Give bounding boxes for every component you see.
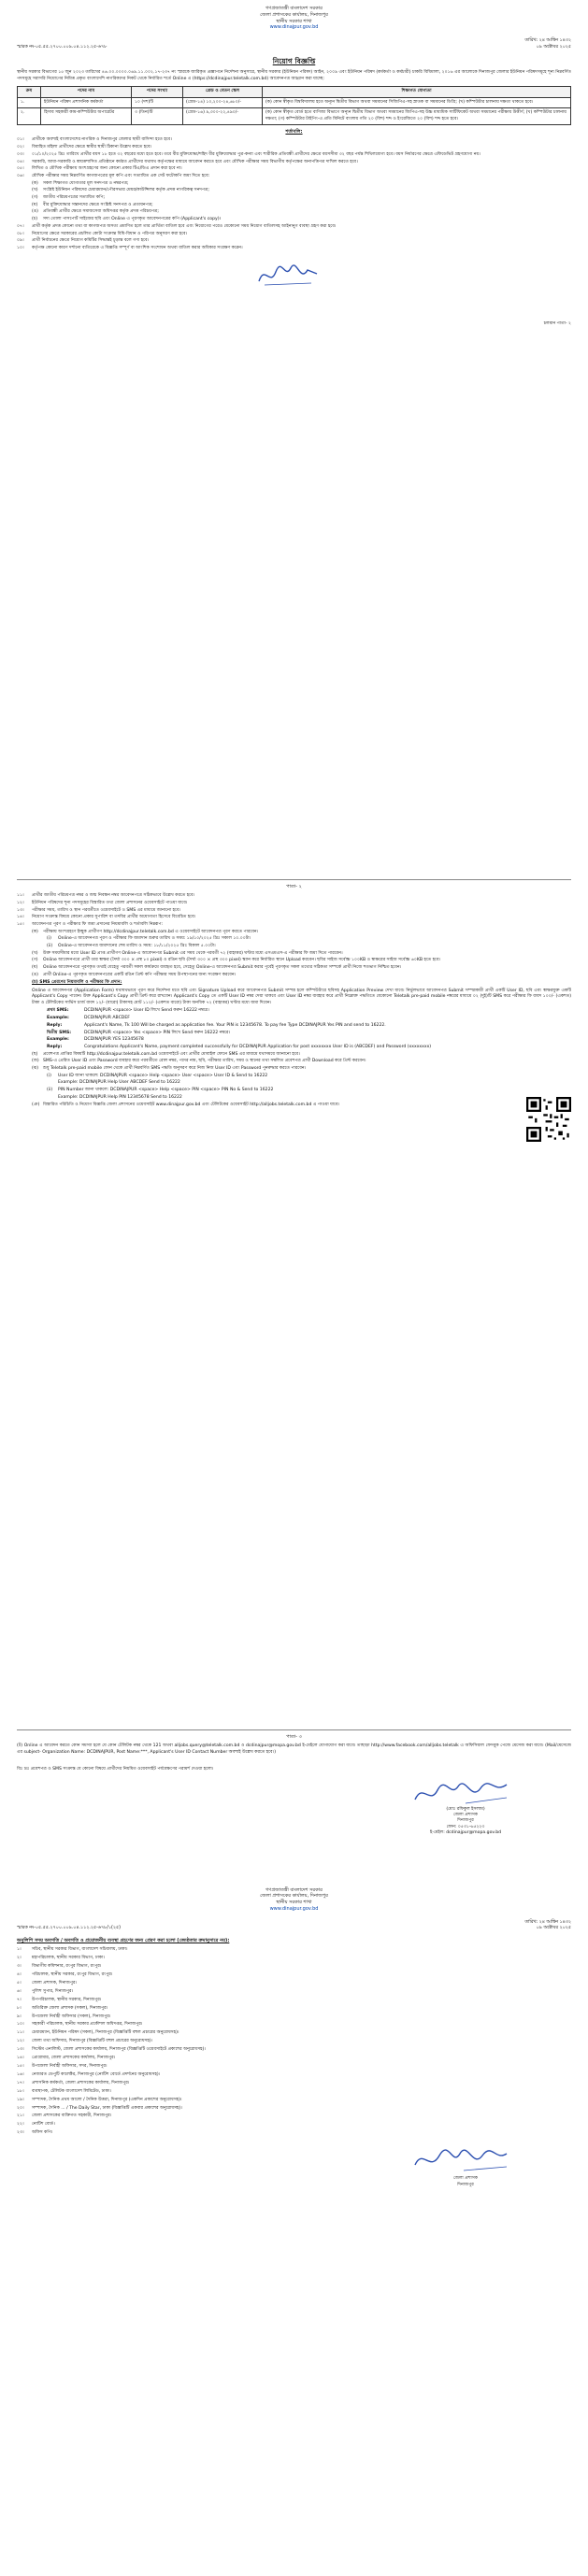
list-item: ০১। প্রার্থীকে অবশ্যই বাংলাদেশের নাগরিক ও দিনাজপুর জেলার স্থায়ী বাসিন্দা হতে হবে। (17, 137, 172, 143)
list-item: ১১। প্রার্থীর জাতীয় পরিচয়পত্র নম্বর ও জন্ম নিবন্ধন নম্বর আবেদনপত্রে সঠিকভাবে উল্লেখ করতে হবে। (17, 893, 195, 899)
list-item: (ঙ) প্রতিবন্ধী প্রার্থীর ক্ষেত্রে সমাজসেবা অধিদপ্তর কর্তৃক প্রদত্ত পরিচয়পত্র; (32, 209, 159, 215)
recover-steps (47, 1074, 571, 1102)
cell-post-name: ইউনিয়ন পরিষদ প্রশাসনিক কর্মকর্তা (41, 97, 132, 108)
conditions-list (17, 137, 571, 251)
office-name: জেলা প্রশাসকের কার্যালয়, দিনাজপুর (260, 1893, 328, 1900)
govt-name: গণপ্রজাতন্ত্রী বাংলাদেশ সরকার (265, 6, 323, 11)
list-item: ১৫। উপজেলা নির্বাহী অফিসার, সদর, দিনাজপুর। (17, 2064, 108, 2070)
list-item: (ঞ) বিস্তারিত পরিচিতি ও নিয়োগ বিজ্ঞপ্তি জেলা প্রশাসনের ওয়েবসাইট www.dinajpur.gov.bd এবং টেলিটকের ওয়েবসাইট http://alljobs.teletalk.com.bd এ পাওয়া যাবে। (32, 1102, 340, 1107)
signature-scribble (409, 2144, 512, 2176)
list-item: ৬। পুলিশ সুপার, দিনাজপুর। (17, 1988, 74, 1994)
sms-step: Reply: Congratulations Applicant's Name, payment completed successfully for DCDINAJPUR Application for post xxxxxxxx User ID is (ABCDEF) and Password (xxxxxxxx) (47, 1044, 432, 1049)
list-item: ১৪। নিয়োগ সংক্রান্ত বিষয়ে কোনো প্রকার সুপারিশ বা তদবির প্রার্থীর অযোগ্যতা হিসেবে বিবেচিত হবে। (17, 915, 196, 920)
list-item: (i) User ID জানা থাকলে: DCDINAJPUR <space> Help <space> User <space> User ID & Send to 16222 (47, 1073, 268, 1078)
signature-scribble (255, 261, 321, 289)
signatory-block-2 (391, 2176, 540, 2188)
cell-sl: ২. (18, 108, 41, 125)
list-item: ১৪। প্রোগ্রামার, জেলা প্রশাসকের কার্যালয়, দিনাজপুর। (17, 2056, 116, 2061)
list-item: (ঙ) প্রার্থী Online-এ পূরণকৃত আবেদনপত্রের একটি রঙিন প্রিন্ট কপি পরীক্ষার সময় উপস্থাপনের জন্য সংরক্ষণ করবেন। (32, 972, 237, 977)
documents-sublist (32, 181, 571, 223)
list-item: ০৬। মৌখিক পরীক্ষার সময় নিম্নবর্ণিত কাগজপত্রের মূল কপি এবং সত্যায়িত এক সেট ফটোকপি জমা দিতে হবে: (17, 173, 210, 178)
list-item: ১২। ইউনিয়ন পরিষদের শূন্য পদসমূহের বিস্তারিত তথ্য জেলা প্রশাসনের ওয়েবসাইটে পাওয়া যাবে। (17, 900, 188, 905)
list-item: ০২। বিবাহিত মহিলা প্রার্থীদের ক্ষেত্রে স্বামীর স্থায়ী ঠিকানা উল্লেখ করতে হবে। (17, 145, 152, 150)
cell-sl: ১. (18, 97, 41, 108)
continued-note: চলমান পাতা- ২ (543, 320, 571, 326)
memo-number: স্মারক নং-০৫.৫৫.২৭০০.০০৯.০৪.১১২.২৫-৬৭৮/১(২৫) (17, 1926, 121, 1931)
memo-row (17, 1926, 571, 1932)
list-item: ১০। সহকারী পরিচালক, স্থানীয় সরকার প্রকৌশল অধিদপ্তর, দিনাজপুর। (17, 2022, 143, 2028)
signatory-phone: ফোন: ০৫৩১-৬৫২২৩ (446, 1824, 485, 1829)
signature-area-1 (17, 253, 571, 319)
list-item: ১৯। সম্পাদক, দৈনিক প্রথম আলো / দৈনিক উত্তরা, দিনাজপুর (একদিন প্রকাশের অনুরোধসহ)। (17, 2097, 182, 2102)
signatory-block (391, 1807, 540, 1837)
list-item: (ক) পরীক্ষায় অংশগ্রহণে ইচ্ছুক প্রার্থীগণ http://dcdinajpur.teletalk.com.bd এ ওয়েবসাইটে আবেদনপত্র পূরণ করতে পারবেন। (32, 929, 259, 934)
list-item: ১৭। প্রশাসনিক কর্মকর্তা, জেলা প্রশাসকের কার্যালয়, দিনাজপুর। (17, 2080, 130, 2085)
sms-step: দ্বিতীয় SMS: DCDINAJPUR <space> Yes <space> PIN লিখে Send করুন 16222 নম্বরে। (47, 1030, 231, 1035)
list-item: (ছ) প্রবেশপত্র প্রাপ্তির বিষয়টি http://dcdinajpur.teletalk.com.bd ওয়েবসাইটে এবং প্রার্থীর মোবাইল ফোনে SMS এর মাধ্যমে যথাসময়ে জানানো হবে। (32, 1051, 300, 1057)
office-name: জেলা প্রশাসকের কার্যালয়, দিনাজপুর (260, 11, 328, 18)
list-item: (ঘ) বীর মুক্তিযোদ্ধার সন্তানদের ক্ষেত্রে সংশ্লিষ্ট সনদপত্র ও প্রত্যয়নপত্র; (32, 202, 153, 207)
signatory-title: জেলা প্রশাসক (453, 2176, 478, 2182)
apply-sublist (32, 930, 571, 979)
list-item: ২২। নোটিশ বোর্ড। (17, 2122, 55, 2128)
signature-area-3 (17, 2139, 571, 2213)
list-item: ১০। কর্তৃপক্ষ কোনো কারণ দর্শানো ব্যতিরেকে এ বিজ্ঞপ্তি সম্পূর্ণ বা আংশিক সংশোধন অথবা বাতিল করার অধিকার সংরক্ষণ করেন। (17, 245, 243, 250)
section-name: স্থানীয় সরকার শাখা (276, 18, 312, 24)
list-item: ০৪। সরকারি, আধা-সরকারি ও স্বায়ত্তশাসিত প্রতিষ্ঠানে কর্মরত প্রার্থীদের যথাযথ কর্তৃপক্ষের মাধ্যমে আবেদন করতে হবে এবং মৌখিক পরীক্ষার সময় বিভাগীয় কর্তৃপক্ষের অনাপত্তিপত্র দাখিল করতে হবে। (17, 159, 358, 164)
note-text: বিঃ দ্রঃ প্রবেশপত্র ও SMS সংক্রান্ত যে কোনো বিষয়ে প্রার্থীদের নিয়মিত ওয়েবসাইট পর্যবেক্ষণের পরামর্শ দেওয়া হলো। (17, 1767, 214, 1772)
signatory-name: (মোঃ রফিকুল ইসলাম) (446, 1806, 485, 1812)
notice-intro: স্থানীয় সরকার বিভাগের ১৫ জুন ২০২৩ তারিখের ৪৬.০০.০০০০.০৬৯.১১.০০২.১৭-২৩৭ নং স্মারকে জারিকৃত প্রজ্ঞাপনে নির্দেশনা অনুসারে, স্থানীয় সরকার (ইউনিয়ন পরিষদ) আইন, ২০০৯ এবং ইউনিয়ন পরিষদ (কর্মকর্তা ও কর্মচারী) চাকরি বিধিমালা, ২০১৬ এর আলোকে দিনাজপুর জেলার ইউনিয়ন পরিষদসমূহে শূন্য নিম্নবর্ণিত পদসমূহে সরাসরি নিয়োগের নিমিত্ত প্রকৃত বাংলাদেশি নাগরিকদের নিকট থেকে নির্ধারিত শর্তে Online এ (https://dcdinajpur.teletalk.com.bd) আবেদনপত্র আহ্বান করা যাচ্ছে: (17, 70, 571, 81)
col-header: গ্রেড ও বেতন স্কেল (183, 87, 263, 98)
list-item: ৩। বিভাগীয় কমিশনার, রংপুর বিভাগ, রংপুর। (17, 1964, 102, 1970)
list-item: ১। সচিব, স্থানীয় সরকার বিভাগ, বাংলাদেশ সচিবালয়, ঢাকা। (17, 1947, 128, 1953)
list-item: (ঝ) শুধু Teletalk pre-paid mobile ফোন থেকে প্রার্থী নিম্নবর্ণিত SMS পদ্ধতি অনুসরণ করে নিজ নিজ User ID এবং Password পুনরুদ্ধার করতে পারবেন। (32, 1066, 307, 1072)
signatory-office: দিনাজপুর (457, 2182, 474, 2187)
list-item: (জ) SMS-এ প্রেরিত User ID এবং Password ব্যবহার করে পরবর্তীতে রোল নম্বর, পদের নাম, ছবি, পরীক্ষার তারিখ, সময় ও স্থানের তথ্য সম্বলিত প্রবেশপত্র প্রার্থী Download করে প্রিন্ট করবেন। (32, 1059, 366, 1064)
section-name: স্থানীয় সরকার শাখা (276, 1900, 312, 1906)
distribution-title: অনুলিপি সদয় অবগতি / অবগতি ও প্রয়োজনীয় ব্যবস্থা গ্রহণের জন্য প্রেরণ করা হলো (জ্যেষ্ঠতার ক্রমানুসারে নয়): (17, 1938, 230, 1944)
continued-note (17, 1121, 571, 1128)
list-item: ০৩। ০১/১০/২০২৫ খ্রিঃ তারিখে প্রার্থীর বয়স ১৮ হতে ৩২ বছরের মধ্যে হতে হবে। তবে বীর মুক্তিযোদ্ধা/শহিদ বীর মুক্তিযোদ্ধার পুত্র-কন্যা এবং শারীরিক প্রতিবন্ধী প্রার্থীদের ক্ষেত্রে বয়সসীমা ৩২ বছর পর্যন্ত শিথিলযোগ্য হবে। বয়স নির্ধারণের ক্ষেত্রে এফিডেভিট গ্রহণযোগ্য নয়। (17, 151, 480, 157)
list-item: (খ) উক্ত সময়সীমার মধ্যে User ID প্রাপ্ত প্রার্থীগণ Online-এ আবেদনপত্র Submit এর সময় থেকে পরবর্তী ৭২ (বাহাত্তর) ঘণ্টার মধ্যে এসএমএস-এ পরীক্ষার ফি জমা দিতে পারবেন। (32, 950, 343, 956)
qr-code-icon (526, 1097, 571, 1142)
list-item: Example: DCDINAJPUR Help PIN 12345678 Send to 16222 (58, 1094, 182, 1100)
list-item: (ক) সকল শিক্ষাগত যোগ্যতার মূল সনদপত্র ও নম্বরপত্র; (32, 180, 129, 186)
sms-step: Example: DCDINAJPUR ABCDEF (47, 1016, 130, 1021)
list-item: ৯। উপজেলা নির্বাহী অফিসার (সকল), দিনাজপুর। (17, 2014, 111, 2019)
list-item: ১১। চেয়ারম্যান, ইউনিয়ন পরিষদ (সকল), দিনাজপুর (বিজ্ঞপ্তিটি বহুল প্রচারের অনুরোধসহ)। (17, 2030, 179, 2036)
list-item: ১৬। নেজারত ডেপুটি কালেক্টর, দিনাজপুর (নোটিশ বোর্ডে প্রদর্শনের অনুরোধসহ)। (17, 2071, 161, 2077)
posts-table (17, 86, 571, 125)
cell-grade: (গ্রেড-১৪) ১০,২০০-২৪,৬৮০/- (183, 97, 263, 108)
cell-qualification: (ক) কোন স্বীকৃত বিশ্ববিদ্যালয় হতে অন্যূন দ্বিতীয় বিভাগ অথবা সমমানের সিজিপিএ-সহ স্নাতক বা সমমানের ডিগ্রি; (খ) কম্পিউটার চালনায় দক্ষতা থাকতে হবে। (263, 97, 571, 108)
sms-steps (47, 1008, 571, 1050)
letterhead (17, 6, 571, 31)
list-item: (ঘ) Online আবেদনপত্রে পূরণকৃত তথ্যই যেহেতু পরবর্তী সকল কার্যক্রমে ব্যবহৃত হবে, সেহেতু Online-এ আবেদনপত্র Submit করার পূর্বেই পূরণকৃত সকল তথ্যের সঠিকতা সম্পর্কে প্রার্থী নিজে শতভাগ নিশ্চিত হবেন। (32, 965, 402, 971)
list-item: Example: DCDINAJPUR Help User ABCDEF Send to 16222 (58, 1080, 180, 1086)
date-bangla: তারিখ: ২৪ আশ্বিন ১৪৩২ (524, 38, 571, 43)
apply-dates (47, 936, 571, 949)
signatory-email[interactable]: ই-মেইল: dcdinajpur@mopa.gov.bd (429, 1830, 502, 1836)
sms-step: Reply: Applicant's Name, Tk 100 Will be charged as application fee. Your PIN is 12345678. To pay fee Type DCDINAJPUR Yes PIN and send to 16222. (47, 1022, 386, 1028)
list-item: (i) Online-এ আবেদনপত্র পূরণ ও পরীক্ষার ফি জমাদান শুরুর তারিখ ও সময়: ১৯/১০/২০২৫ খ্রিঃ সকাল ১০.০০টা। (47, 936, 251, 942)
page-label: পাতা- ২ (286, 884, 302, 890)
col-header: পদের নাম (41, 87, 132, 98)
list-item: (খ) সংশ্লিষ্ট ইউনিয়ন পরিষদের চেয়ারম্যান/পৌরসভার মেয়র/কাউন্সিলর কর্তৃক প্রদত্ত নাগরিকত্ব সনদপত্র; (32, 188, 209, 193)
list-item: (ii) Online-এ আবেদনপত্র জমাদানের শেষ তারিখ ও সময়: ১৮/১১/২০২৫ খ্রিঃ বিকাল ৫.০০টা। (47, 944, 216, 949)
memo-row (17, 45, 571, 51)
list-item: ০৯। প্রার্থী নির্বাচনের ক্ষেত্রে নিয়োগ কমিটির সিদ্ধান্তই চূড়ান্ত বলে গণ্য হবে। (17, 238, 150, 244)
list-item: (ii) PIN Number জানা থাকলে: DCDINAJPUR <space> Help <space> PIN <space> PIN No & Send to 16222 (47, 1088, 274, 1093)
date-label: তারিখ: (524, 38, 538, 43)
list-item: ২। মহাপরিচালক, স্থানীয় সরকার বিভাগ, ঢাকা। (17, 1956, 105, 1961)
list-item: ২১। জেলা প্রশাসকের ব্যক্তিগত সহকারী, দিনাজপুর। (17, 2113, 112, 2119)
sms-step: প্রথম SMS: DCDINAJPUR <space> User ID লিখে Send করুন 16222 নম্বরে। (47, 1008, 209, 1014)
list-item: ৮। অতিরিক্ত জেলা প্রশাসক (সকল), দিনাজপুর। (17, 2005, 108, 2011)
cell-grade: (গ্রেড-১৬) ৯,৩০০-২২,৪৯০/- (183, 108, 263, 125)
list-item: ১৩। পরীক্ষার সময়, তারিখ ও স্থান পরবর্তীতে ওয়েবসাইটে ও SMS এর মাধ্যমে জানানো হবে। (17, 907, 181, 913)
signature-area-2 (17, 1775, 571, 1856)
date-bangla: তারিখ: ২৪ আশ্বিন ১৪৩২ (524, 1919, 571, 1925)
table-row (18, 97, 571, 108)
sms-intro: Online এ আবেদনপত্র (Application Form) যথাযথভাবে পূরণ করে নির্দেশনা মতে ছবি এবং Signature Upload করে আবেদনপত্র Submit সম্পন্ন হলে কম্পিউটারে ছবিসহ Application Preview দেখা যাবে। নির্ভুলভাবে আবেদনপত্র Submit সম্পন্নকারী প্রার্থী একটি User ID, ছবি এবং স্বাক্ষরযুক্ত একটি Applicant's Copy পাবেন। উক্ত Applicant's Copy প্রার্থী প্রিন্ট করে রাখবেন। Applicant's Copy তে একটি User ID নম্বর দেয়া থাকবে এবং User ID নম্বর ব্যবহার করে প্রার্থী নিম্নোক্ত পদ্ধতিতে যেকোনো Teletalk pre-paid mobile নম্বরের মাধ্যমে ০২ (দুই)টি SMS করে পরীক্ষার ফি বাবদ ১০০/- (একশত) টাকা ও টেলিটকের সার্ভিস চার্জ বাবদ ১২/- (বারো) টাকাসহ মোট ১১২/- (একশত বারো) টাকা অনধিক ৭২ (বাহাত্তর) ঘণ্টার মধ্যে জমা দিবেন। (32, 988, 571, 1005)
signatory-office: দিনাজপুর (457, 1818, 474, 1824)
signatory-title: জেলা প্রশাসক (453, 1813, 478, 1818)
page-label: পাতা- ৩ (286, 1734, 302, 1740)
page-3 (17, 1729, 571, 2561)
sms-step: Example: DCDINAJPUR YES 12345678 (47, 1037, 144, 1043)
col-header: শিক্ষাগত যোগ্যতা (263, 87, 571, 98)
cell-qualification: (ক) কোন স্বীকৃত বোর্ড হতে বাণিজ্য বিভাগে অন্যূন দ্বিতীয় বিভাগ অথবা সমমানের জিপিএ-সহ উচ্চ মাধ্যমিক সার্টিফিকেট অথবা সমমানের পরীক্ষায় উত্তীর্ণ; (খ) কম্পিউটার চালনায় দক্ষতা; (গ) কম্পিউটার টাইপিং-এ প্রতি মিনিটে বাংলায় গতি ২০ (বিশ) শব্দ ও ইংরেজিতে ২০ (বিশ) শব্দ হতে হবে। (263, 108, 571, 125)
cell-post-count: ৩ (তিন)টি (132, 108, 183, 125)
help-text: (ট) Online এ আবেদন করতে কোন সমস্যা হলে যে কোন টেলিটক নম্বর থেকে 121 অথবা alljobs.query@teletalk.com.bd ও dcdinajpur@mopa.gov.bd ই-মেইলে যোগাযোগ করা যাবে। তাছাড়া http://www.facebook.com/alljobs.teletalk এ অফিসিয়াল ফেসবুক পেজে মেসেজ করা যাবে। (Mail/মেসেজে এর subject- Organization Name: DCDINAJPUR, Post Name:***, Applicant's User ID Contact Number অবশ্যই উল্লেখ করতে হবে।) (17, 1743, 571, 1755)
sms-title: (চ) SMS প্রেরণের নিয়মাবলি ও পরীক্ষার ফি প্রদান: (32, 980, 122, 986)
govt-name: গণপ্রজাতন্ত্রী বাংলাদেশ সরকার (265, 1886, 323, 1893)
page-1 (17, 0, 571, 879)
list-item: ১২। জেলা তথ্য অফিসার, দিনাজপুর (বিজ্ঞপ্তিটি বহুল প্রচারের অনুরোধসহ)। (17, 2039, 153, 2044)
distribution-list (17, 1947, 571, 2136)
posts-table-header (18, 87, 571, 98)
table-row (18, 108, 571, 125)
cell-post-name: হিসাব সহকারী কাম-কম্পিউটার অপারেটর (41, 108, 132, 125)
memo-number: স্মারক নং-০৫.৫৫.২৭০০.০০৯.০৪.১১২.২৫-৬৭৮ (17, 44, 108, 50)
website-link[interactable]: www.dinajpur.gov.bd (269, 24, 319, 31)
signature-scribble (409, 1777, 512, 1809)
list-item: ৪। পরিচালক, স্থানীয় সরকার, রংপুর বিভাগ, রংপুর। (17, 1972, 113, 1978)
list-item: ১৫। আবেদনপত্র পূরণ ও পরীক্ষার ফি জমা প্রদানের নিয়মাবলি ও শর্তাবলি নিম্নরূপ: (17, 921, 164, 927)
list-item: ৫। জেলা প্রশাসক, দিনাজপুর। (17, 1980, 78, 1985)
notice-title: নিয়োগ বিজ্ঞপ্তি (272, 56, 316, 65)
cell-post-count: ১০ (দশ)টি (132, 97, 183, 108)
list-item: (গ) জাতীয় পরিচয়পত্রের সত্যায়িত কপি; (32, 195, 106, 201)
list-item: (চ) সদ্য তোলা পাসপোর্ট সাইজের ছবি এবং Online এ পূরণকৃত আবেদনপত্রের কপি (Applicant's copy)। (32, 217, 222, 222)
list-item: ০৭। প্রার্থী কর্তৃক প্রদত্ত কোনো তথ্য বা কাগজপত্র অসত্য প্রমাণিত হলে তার প্রার্থিতা বাতিল হবে এবং নিয়োগের পরেও যেকোনো সময় নিয়োগ বাতিলসহ আইনানুগ ব্যবস্থা গ্রহণ করা হবে। (17, 223, 337, 229)
list-item: ২০। সম্পাদক, দৈনিক ... / The Daily Star, ঢাকা (বিজ্ঞপ্তিটি একবার প্রকাশের অনুরোধসহ)। (17, 2105, 182, 2111)
col-header: পদের সংখ্যা (132, 87, 183, 98)
list-item: ১৩। সিস্টেম এনালিস্ট, জেলা প্রশাসকের কার্যালয়, দিনাজপুর (বিজ্ঞপ্তিটি ওয়েবসাইটে প্রকাশের অনুরোধসহ)। (17, 2047, 206, 2053)
date-english: ০৯ অক্টোবর ২০২৫ (536, 44, 571, 50)
letterhead-2 (17, 1887, 571, 1913)
website-item-wrap (32, 1103, 571, 1109)
list-item: ২৩। অফিস কপি। (17, 2130, 53, 2136)
col-header: ক্রম (18, 87, 41, 98)
list-item: (গ) Online আবেদনপত্রে প্রার্থী তার স্বাক্ষর (দৈর্ঘ্য ৩০০ × প্রস্থ ৮০ pixel) ও রঙিন ছবি (দৈর্ঘ্য ৩০০ × প্রস্থ ৩০০ pixel) স্ক্যান করে নির্ধারিত স্থানে Upload করবেন। ছবির সাইজ সর্বোচ্চ ১০০KB ও স্বাক্ষরের সাইজ সর্বোচ্চ ৬০KB হতে হবে। (32, 958, 441, 963)
list-item: ০৮। নিয়োগের ক্ষেত্রে সরকারের প্রচলিত কোটা সংক্রান্ত বিধি-বিধান ও পরিপত্র অনুসরণ করা হবে। (17, 231, 188, 236)
list-item: ৭। উপপরিচালক, স্থানীয় সরকার, দিনাজপুর। (17, 1997, 102, 2002)
page-2 (17, 879, 571, 1729)
date-english: ০৯ অক্টোবর ২০২৫ (536, 1926, 571, 1931)
list-item: ১৮। ব্যবস্থাপক, টেলিটক বাংলাদেশ লিমিটেড, ঢাকা। (17, 2088, 111, 2094)
website-link[interactable]: www.dinajpur.gov.bd (269, 1905, 319, 1912)
list-item: ০৫। লিখিত ও মৌখিক পরীক্ষায় অংশগ্রহণের জন্য কোনো প্রকার টিএ/ডিএ প্রদান করা হবে না। (17, 166, 182, 172)
sms-section (32, 980, 571, 1108)
conditions-title: শর্তাবলি: (285, 129, 303, 135)
